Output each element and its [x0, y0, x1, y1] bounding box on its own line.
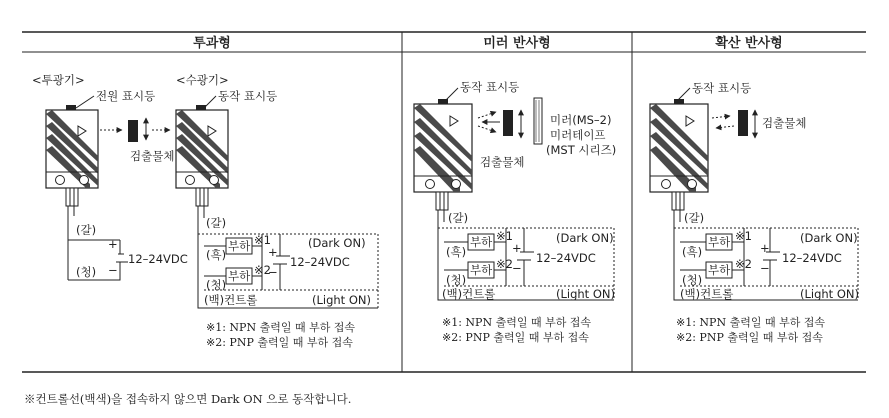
mirror-load2: 부하: [470, 263, 493, 277]
receiver-mark1: ※1: [254, 233, 271, 247]
mirror-mark1: ※1: [496, 229, 513, 243]
op-led-label: 동작 표시등: [218, 89, 278, 103]
mirror-black: (흑): [446, 245, 467, 259]
emitter-blue: (청): [76, 265, 97, 279]
diffuse-blue: (청): [682, 273, 703, 287]
receiver-load1: 부하: [228, 239, 251, 253]
diffuse-load1: 부하: [708, 235, 731, 249]
diffuse-object-label: 검출물체: [762, 116, 807, 130]
emitter-sensor: [46, 105, 98, 206]
panel-mirror: [414, 80, 616, 344]
receiver-mark2: ※2: [254, 263, 271, 277]
mirror-plus: +: [512, 241, 522, 255]
object-label: 검출물체: [130, 149, 175, 163]
header-diffuse: 확산 반사형: [715, 36, 783, 51]
receiver-dark-on: (Dark ON): [308, 236, 366, 250]
diffuse-light-on: (Light ON): [800, 287, 859, 301]
mirror-object: [503, 110, 513, 136]
mirror-light-on: (Light ON): [556, 287, 615, 301]
panel-thru: [32, 73, 378, 349]
diffuse-plus: +: [760, 241, 770, 255]
header-thru: 투과형: [193, 36, 231, 51]
panel-diffuse: [650, 81, 859, 344]
receiver-sensor: [176, 105, 228, 206]
receiver-load2: 부하: [228, 269, 251, 283]
diffuse-supply: 12–24VDC: [782, 251, 842, 265]
diffuse-minus: −: [760, 261, 770, 275]
mirror-control: (백)컨트롤: [442, 287, 496, 301]
emitter-supply: 12–24VDC: [128, 252, 188, 266]
mirror-blue: (청): [446, 273, 467, 287]
mirror-supply: 12–24VDC: [536, 251, 596, 265]
receiver-minus: −: [268, 265, 278, 279]
diffuse-mark1: ※1: [735, 229, 752, 243]
diffuse-brown: (갈): [684, 211, 705, 225]
receiver-plus: +: [268, 245, 278, 259]
mirror-brown: (갈): [448, 211, 469, 225]
emitter-brown: (갈): [76, 223, 97, 237]
mirror-load1: 부하: [470, 235, 493, 249]
header-mirror: 미러 반사형: [483, 36, 551, 51]
receiver-blue: (청): [206, 278, 227, 292]
receiver-light-on: (Light ON): [312, 293, 371, 307]
receiver-control: (백)컨트롤: [204, 293, 258, 307]
footnote: ※컨트롤선(백색)을 접속하지 않으면 Dark ON 으로 동작합니다.: [24, 392, 352, 406]
emitter-minus: −: [108, 263, 118, 277]
diffuse-black: (흑): [682, 245, 703, 259]
power-led-label: 전원 표시등: [96, 89, 156, 103]
diffuse-sensor: [650, 99, 708, 210]
thru-note1: ※1: NPN 출력일 때 부하 접속: [206, 321, 356, 334]
diffuse-note1: ※1: NPN 출력일 때 부하 접속: [676, 316, 826, 329]
receiver-brown: (갈): [206, 216, 227, 230]
diffuse-load2: 부하: [708, 263, 731, 277]
diffuse-note2: ※2: PNP 출력일 때 부하 접속: [676, 331, 823, 344]
thru-note2: ※2: PNP 출력일 때 부하 접속: [206, 336, 353, 349]
mirror-note1: ※1: NPN 출력일 때 부하 접속: [442, 316, 592, 329]
reflector-line3: (MST 시리즈): [546, 143, 617, 157]
reflector-line1: 미러(MS–2): [550, 113, 612, 127]
receiver-supply: 12–24VDC: [290, 255, 350, 269]
receiver-tag: <수광기>: [176, 73, 229, 87]
diffuse-mark2: ※2: [735, 257, 752, 271]
mirror-mark2: ※2: [496, 257, 513, 271]
reflector-line2: 미러테이프: [550, 128, 606, 142]
detected-object: [128, 120, 138, 142]
emitter-plus: +: [108, 237, 118, 251]
mirror-object-label: 검출물체: [480, 155, 525, 169]
diffuse-object: [738, 110, 748, 136]
receiver-black: (흑): [206, 248, 227, 262]
mirror-minus: −: [512, 261, 522, 275]
reflector: [534, 98, 542, 144]
diffuse-dark-on: (Dark ON): [800, 231, 858, 245]
diffuse-control: (백)컨트롤: [680, 287, 734, 301]
mirror-dark-on: (Dark ON): [556, 231, 614, 245]
mirror-note2: ※2: PNP 출력일 때 부하 접속: [442, 331, 589, 344]
mirror-sensor: [414, 99, 472, 210]
diffuse-op-led: 동작 표시등: [692, 81, 752, 95]
mirror-op-led: 동작 표시등: [460, 80, 520, 94]
emitter-tag: <투광기>: [32, 73, 85, 87]
